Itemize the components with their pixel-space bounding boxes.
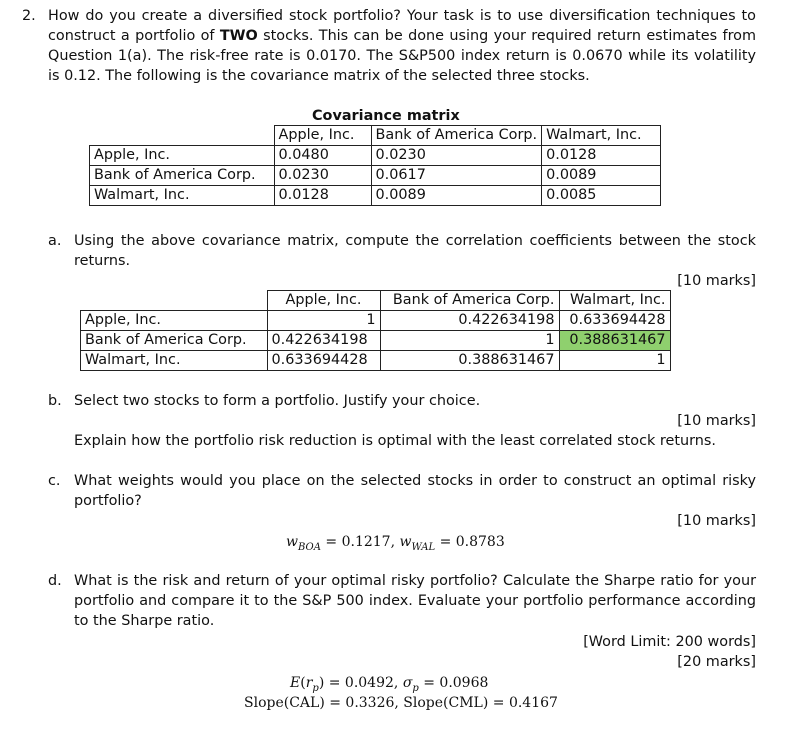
cov-cell: 0.0230 [274,166,371,186]
intro-text-pre: How do you create a diversified stock portfolio? Your task is to use diversification techniques to construct a portfolio of [48,8,756,44]
table-row [81,331,671,351]
intro-bold-two: TWO [219,28,258,44]
covariance-table-title: Covariance matrix [312,108,460,124]
corr-cell: 0.422634198 [267,331,380,351]
table-row [81,351,671,371]
cov-cell: 0.0128 [274,186,371,206]
corr-cell: 0.633694428 [559,311,670,331]
part-c-letter: c. [48,473,61,489]
corr-corner-cell [81,291,268,311]
cov-cell: 0.0480 [274,146,371,166]
w-boa-value: = 0.1217, [320,534,400,550]
corr-cell: 0.633694428 [267,351,380,371]
cov-row-label: Apple, Inc. [90,146,275,166]
cov-row-label: Walmart, Inc. [90,186,275,206]
part-a-letter: a. [48,233,62,249]
correlation-table [80,290,671,371]
corr-cell: 0.388631467 [380,351,559,371]
corr-row-label: Bank of America Corp. [81,331,268,351]
cov-corner-cell [90,126,275,146]
risk-return-equation: $E(r_p) = 0.0492$, $\sigma_p = 0.0968$ [290,675,489,694]
part-a-text: Using the above covariance matrix, compute the correlation coefficients between the stock returns. [74,233,756,269]
part-d-marks: [20 marks] [677,654,756,670]
cov-header-cell: Apple, Inc. [274,126,371,146]
part-d-word-limit: [Word Limit: 200 words] [583,634,756,650]
part-b-letter: b. [48,393,62,409]
corr-header-cell: Apple, Inc. [267,291,380,311]
cov-cell: 0.0085 [542,186,661,206]
corr-cell-highlighted: 0.388631467 [559,331,670,351]
cov-header-cell: Bank of America Corp. [371,126,542,146]
cov-cell: 0.0617 [371,166,542,186]
corr-row-label: Walmart, Inc. [81,351,268,371]
cov-cell: 0.0230 [371,146,542,166]
corr-row-label: Apple, Inc. [81,311,268,331]
sigma-value: = 0.0968 [418,675,489,691]
corr-cell: 1 [267,311,380,331]
table-row [90,186,661,206]
cov-cell: 0.0128 [542,146,661,166]
corr-cell: 1 [559,351,670,371]
covariance-table [89,125,661,206]
w-boa-subscript: BOA [297,541,321,553]
er-value: = 0.0492, [324,675,403,691]
part-b-explain: Explain how the portfolio risk reduction is optimal with the least correlated stock returns. [74,433,716,449]
part-b-text: Select two stocks to form a portfolio. Justify your choice. [74,393,481,409]
slope-equation: Slope(CAL) = 0.3326, Slope(CML) = 0.4167 [244,695,558,711]
table-row [90,146,661,166]
cov-row-label: Bank of America Corp. [90,166,275,186]
corr-header-cell: Bank of America Corp. [380,291,559,311]
part-d-letter: d. [48,573,62,589]
part-a-marks: [10 marks] [677,273,756,289]
corr-header-cell: Walmart, Inc. [559,291,670,311]
cov-cell: 0.0089 [542,166,661,186]
cov-header-cell: Walmart, Inc. [542,126,661,146]
corr-cell: 1 [380,331,559,351]
part-c-text: What weights would you place on the selected stocks in order to construct an optimal risky portfolio? [74,473,756,509]
part-d-text: What is the risk and return of your optimal risky portfolio? Calculate the Sharpe ratio for your portfolio and compare it to the S&P 500 index. Evaluate your portfolio performance according to the Sharpe ratio. [74,573,756,629]
part-c-marks: [10 marks] [677,513,756,529]
weights-equation: $w_{BOA} = 0.1217$, $w_{WAL} = 0.8783$ [286,534,505,553]
cov-cell: 0.0089 [371,186,542,206]
corr-header-row [81,291,671,311]
cov-header-row [90,126,661,146]
table-row [90,166,661,186]
w-wal-value: = 0.8783 [435,534,505,550]
question-intro [48,6,756,86]
corr-cell: 0.422634198 [380,311,559,331]
question-number: 2. [22,8,36,24]
intro-text-post: stocks. This can be done using your required return estimates from Question 1(a). The risk-free rate is 0.0170. The S&P500 index return is 0.0670 while its volatility is 0.12. The following is the covariance matrix of the selected three stocks. [48,28,756,84]
part-b-marks: [10 marks] [677,413,756,429]
w-wal-subscript: WAL [411,541,436,553]
table-row [81,311,671,331]
